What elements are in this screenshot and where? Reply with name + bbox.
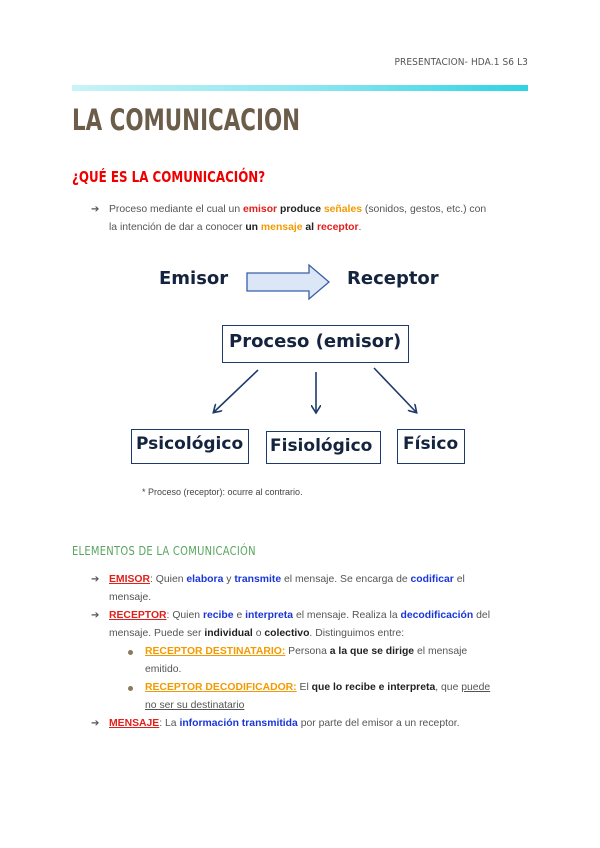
text: Proceso mediante el cual un	[109, 204, 244, 215]
term-mensaje: MENSAJE	[109, 718, 160, 729]
kw-al: al	[305, 222, 315, 233]
kw-informacion: información transmitida	[179, 718, 298, 729]
text: mensaje.	[109, 592, 152, 603]
text: el mensaje. Realiza la	[293, 610, 401, 621]
kw-colectivo: colectivo	[264, 628, 310, 639]
text: o	[252, 628, 265, 639]
text: , que	[435, 682, 462, 693]
text: .	[358, 222, 362, 233]
term-decodificador: RECEPTOR DECODIFICADOR:	[145, 682, 297, 693]
text: Persona	[285, 646, 330, 657]
text: El	[296, 682, 312, 693]
text: . Distinguimos entre:	[309, 628, 405, 639]
diagram-receptor: Receptor	[347, 268, 439, 289]
term-receptor: RECEPTOR	[109, 610, 167, 621]
section-heading-que-es: ¿QUÉ ES LA COMUNICACIÓN?	[72, 168, 266, 186]
kw-interpreta: interpreta	[245, 610, 294, 621]
arrow-bullet-icon: ➔	[91, 204, 100, 215]
term-destinatario: RECEPTOR DESTINATARIO:	[145, 646, 286, 657]
text: el mensaje	[414, 646, 468, 657]
kw-un: un	[245, 222, 259, 233]
kw-transmite: transmite	[234, 574, 282, 585]
kw-recibe-interpreta: que lo recibe e interpreta	[311, 682, 436, 693]
sub-item-decodificador	[128, 679, 528, 715]
list-item-emisor	[91, 571, 531, 607]
header-code: PRESENTACION- HDA.1 S6 L3	[394, 57, 528, 68]
diagram-note: * Proceso (receptor): ocurre al contrario.	[142, 487, 303, 497]
text: (sonidos, gestos, etc.) con	[362, 204, 487, 215]
text: el	[453, 574, 465, 585]
kw-mensaje: mensaje	[260, 222, 303, 233]
diagram-fisiologico: Fisiológico	[270, 436, 373, 456]
diagram-fisico: Físico	[403, 434, 459, 454]
underlined-text: no ser su destinatario	[145, 700, 245, 711]
underlined-text: puede	[461, 682, 491, 693]
text: la intención de dar a conocer	[109, 222, 246, 233]
kw-emisor: emisor	[243, 204, 278, 215]
text: por parte del emisor a un receptor.	[297, 718, 460, 729]
text: emitido.	[145, 664, 182, 675]
text: y	[223, 574, 235, 585]
right-arrow-icon	[245, 263, 333, 301]
diagram-proceso: Proceso (emisor)	[229, 331, 402, 352]
kw-produce: produce	[279, 204, 321, 215]
bullet-dot-icon	[128, 650, 133, 655]
text: : Quien	[150, 574, 187, 585]
diagram-emisor: Emisor	[159, 268, 229, 289]
section-heading-elementos: ELEMENTOS DE LA COMUNICACIÓN	[72, 544, 256, 558]
kw-receptor: receptor	[316, 222, 359, 233]
diagram-psicologico: Psicológico	[136, 434, 244, 454]
list-item-mensaje	[91, 715, 531, 733]
sub-item-destinatario	[128, 643, 528, 679]
arrow-bullet-icon: ➔	[91, 610, 100, 621]
text: e	[233, 610, 246, 621]
text: : Quien	[166, 610, 203, 621]
text: : La	[159, 718, 180, 729]
term-emisor: EMISOR	[109, 574, 150, 585]
arrow-bullet-icon: ➔	[91, 574, 100, 585]
branch-arrows-icon	[200, 362, 430, 422]
bullet-dot-icon	[128, 686, 133, 691]
kw-senales: señales	[323, 204, 363, 215]
text: del	[473, 610, 491, 621]
page-title: LA COMUNICACION	[72, 103, 301, 137]
kw-elabora: elabora	[186, 574, 224, 585]
text: el mensaje. Se encarga de	[281, 574, 411, 585]
kw-individual: individual	[204, 628, 253, 639]
kw-dirige: a la que se dirige	[329, 646, 415, 657]
text: mensaje. Puede ser	[109, 628, 205, 639]
kw-recibe: recibe	[202, 610, 234, 621]
header-bar	[72, 85, 528, 91]
arrow-bullet-icon: ➔	[91, 718, 100, 729]
kw-decodificacion: decodificación	[400, 610, 474, 621]
kw-codificar: codificar	[410, 574, 454, 585]
list-item-receptor	[91, 607, 531, 643]
definition-bullet	[91, 201, 531, 237]
